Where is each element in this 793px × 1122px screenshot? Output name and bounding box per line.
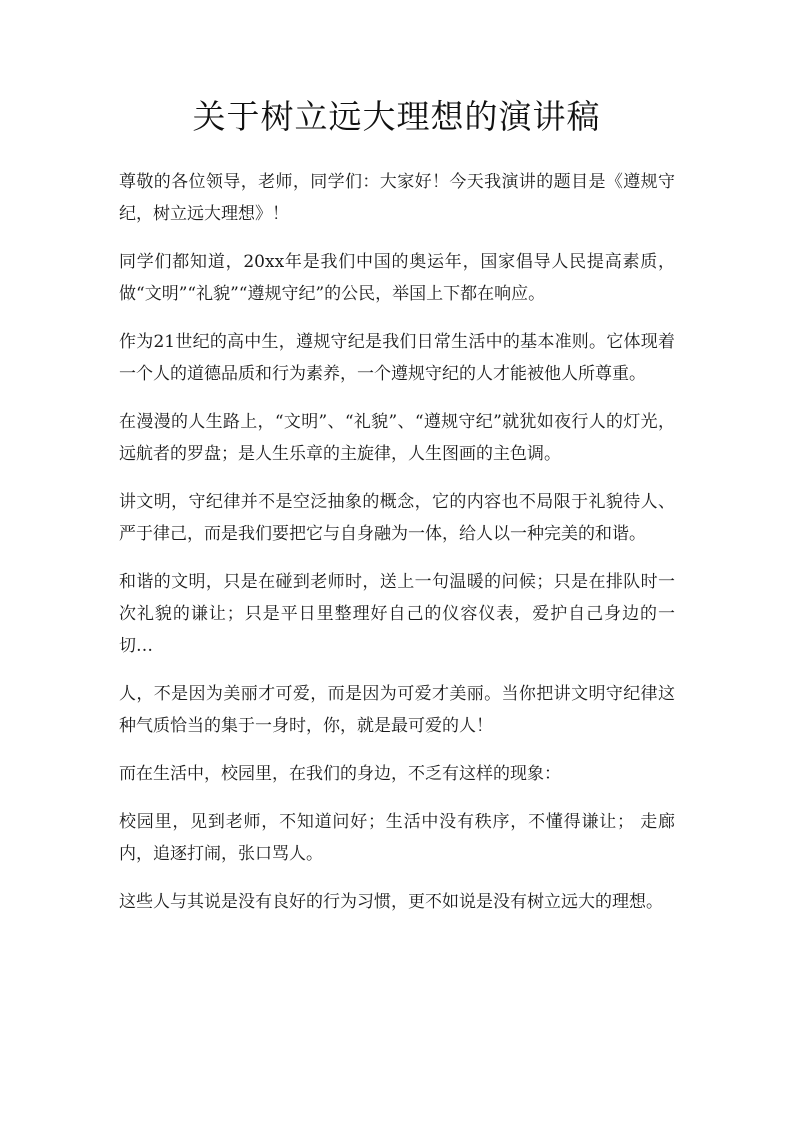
paragraph: 而在生活中，校园里，在我们的身边，不乏有这样的现象： <box>119 764 561 784</box>
paragraph: 讲文明，守纪律并不是空泛抽象的概念，它的内容也不局限于礼貌待人、严于律己，而是我们要把它与自身融为一体，给人以一种完美的和谐。 <box>119 492 675 544</box>
paragraph: 校园里，见到老师，不知道问好；生活中没有秩序，不懂得谦让； 走廊内，追逐打闹，张口骂人。 <box>119 812 675 864</box>
paragraph: 同学们都知道，20xx年是我们中国的奥运年，国家倡导人民提高素质，做“文明”“礼貌”“遵规守纪”的公民，举国上下都在响应。 <box>119 252 675 304</box>
paragraph: 和谐的文明，只是在碰到老师时，送上一句温暖的问候；只是在排队时一次礼貌的谦让；只是平日里整理好自己的仪容仪表，爱护自己身边的一切… <box>119 572 675 656</box>
paragraph: 这些人与其说是没有良好的行为习惯，更不如说是没有树立远大的理想。 <box>119 892 663 912</box>
document-title: 关于树立远大理想的演讲稿 <box>192 97 601 136</box>
document-body <box>119 166 675 934</box>
paragraph: 作为21世纪的高中生，遵规守纪是我们日常生活中的基本准则。它体现着一个人的道德品质和行为素养，一个遵规守纪的人才能被他人所尊重。 <box>119 332 675 384</box>
paragraph: 在漫漫的人生路上，“文明”、“礼貌”、“遵规守纪”就犹如夜行人的灯光，远航者的罗盘；是人生乐章的主旋律，人生图画的主色调。 <box>119 412 675 464</box>
paragraph: 尊敬的各位领导，老师，同学们：大家好！今天我演讲的题目是《遵规守纪，树立远大理想》！ <box>119 172 675 224</box>
paragraph: 人，不是因为美丽才可爱，而是因为可爱才美丽。当你把讲文明守纪律这种气质恰当的集于一身时，你，就是最可爱的人！ <box>119 684 675 736</box>
